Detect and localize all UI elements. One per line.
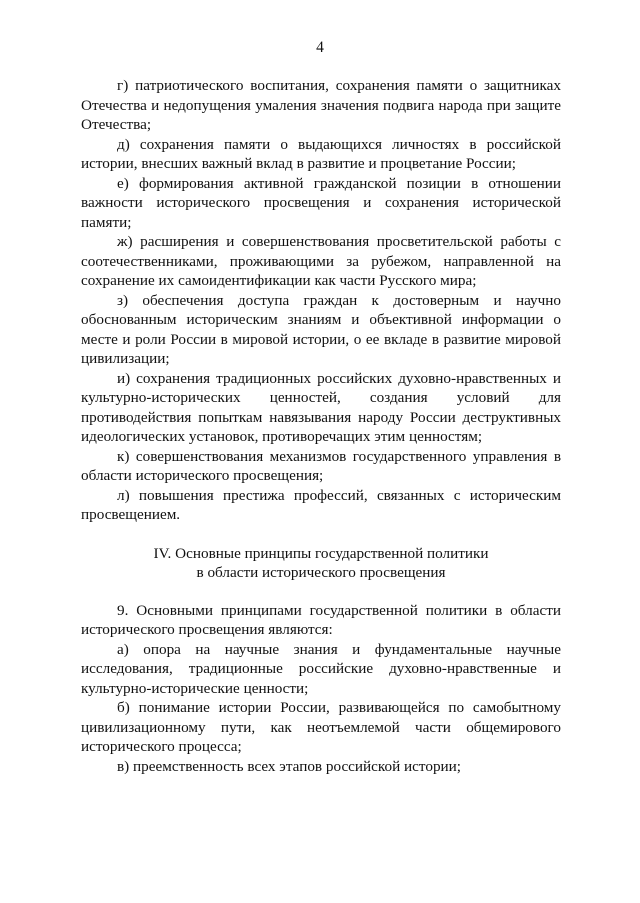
- section-heading-line-2: в области исторического просвещения: [196, 564, 446, 581]
- paragraph-d: д) сохранения памяти о выдающихся личностях в российской истории, внесших важный вклад в развитие и процветание России;: [81, 135, 561, 172]
- page-number: 4: [316, 39, 324, 56]
- section-heading: [81, 544, 561, 583]
- paragraph-e: е) формирования активной гражданской позиции в отношении важности исторического просвещения и сохранения исторической памяти;: [81, 174, 561, 231]
- section-heading-line-1: IV. Основные принципы государственной политики: [153, 544, 489, 562]
- paragraph-b: б) понимание истории России, развивающейся по самобытному цивилизационному пути, как неотъемлемой части общемирового исторического процесса;: [81, 699, 561, 755]
- paragraph-v: в) преемственность всех этапов российской истории;: [117, 757, 462, 775]
- paragraph-g: г) патриотического воспитания, сохранения памяти о защитниках Отечества и недопущения умаления значения подвига народа при защите Отечества;: [81, 77, 561, 133]
- paragraph-i: и) сохранения традиционных российских духовно-нравственных и культурно-исторических ценностей, создания условий для противодействия попыткам навязывания народу России деструктивных идеологических установок, противоречащих этим ценностям;: [81, 369, 561, 445]
- paragraph-l: л) повышения престижа профессий, связанных с историческим просвещением.: [81, 486, 561, 523]
- paragraph-a: а) опора на научные знания и фундаментальные научные исследования, традиционные российские духовно-нравственные и культурно-исторические ценности;: [81, 640, 561, 697]
- paragraph-9: 9. Основными принципами государственной политики в области исторического просвещения являются:: [81, 601, 561, 638]
- paragraph-k: к) совершенствования механизмов государственного управления в области исторического просвещения;: [81, 447, 561, 484]
- document-body: [81, 76, 561, 776]
- paragraph-z: з) обеспечения доступа граждан к достоверным и научно обоснованным историческим знаниям и объективной информации о месте и роли России в мировой истории, о ее вкладе в развитие мировой цивилизации;: [81, 291, 561, 367]
- paragraph-zh: ж) расширения и совершенствования просветительской работы с соотечественниками, проживающими за рубежом, направленной на сохранение их самоидентификации как части Русского мира;: [81, 233, 561, 289]
